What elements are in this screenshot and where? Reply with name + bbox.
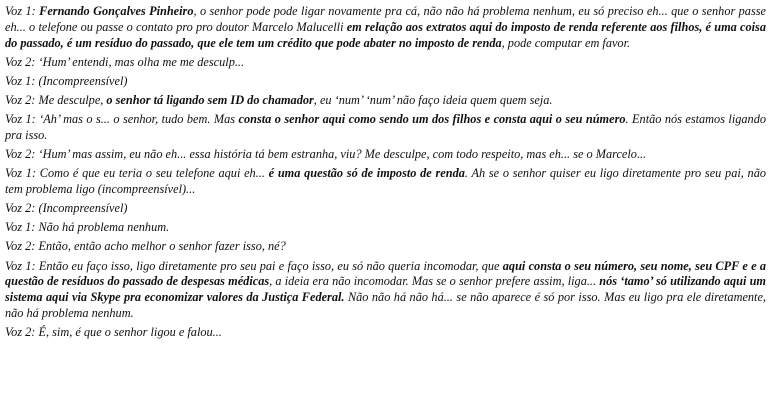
transcript-paragraph [5,74,766,90]
transcript-paragraph [5,55,766,71]
transcript-paragraph [5,259,766,323]
transcript-highlight: o senhor tá ligando sem ID do chamador [106,93,314,108]
transcript-text: , eu ‘num’ ‘num’ não faço ideia quem quem seja. [313,93,553,108]
transcript-text: Voz 2: Então, então acho melhor o senhor fazer isso, né? [5,239,286,254]
transcript-text: Voz 1: ‘Ah’ mas o s... o senhor, tudo bem. Mas [5,112,239,127]
transcript-highlight: é uma questão só de imposto de renda [268,166,465,181]
transcript-highlight: nós ‘tamo’ só utilizando aqui um sistema aqui via Skype pra economizar valores da Justiça Federal. [5,274,766,305]
transcript-paragraph [5,147,766,163]
transcript-text: Não não há não há... se não aparece é só por isso. Mas eu ligo pra ele diretamente, não há problema nenhum. [5,290,767,321]
transcript-text: Voz 2: ‘Hum’ entendi, mas olha me me desculp... [5,54,245,69]
transcript-text: Voz 2: Me desculpe, [5,93,107,108]
transcript-highlight: aqui consta o seu número, seu nome, seu CPF e e a questão de resíduos do passado de despesas médicas [5,258,766,289]
transcript-text: Voz 1: [5,4,40,18]
transcript-text: . Então nós estamos ligando pra isso. [5,112,766,143]
transcript-text: . Ah se o senhor quiser eu ligo diretamente pro seu pai, não tem problema ligo (incompreensível)... [5,166,767,197]
transcript-text: Voz 2: ‘Hum’ mas assim, eu não eh... essa história tá bem estranha, viu? Me desculpe, com todo respeito, mas eh... se o Marcelo... [5,147,647,162]
transcript-text: Voz 2: (Incompreensível) [5,201,128,216]
transcript-highlight: consta o senhor aqui como sendo um dos filhos e consta aqui o seu número [238,112,626,127]
transcript-paragraph [5,4,766,52]
transcript-text: Voz 2: É, sim, é que o senhor ligou e falou... [5,325,222,340]
transcript-paragraph [5,325,766,341]
transcript-highlight: em relação aos extratos aqui do imposto de renda referente aos filhos, é uma coisa do passado, é um resíduo do passado, que ele tem um crédito que pode abater no imposto de renda [5,19,766,50]
transcript-highlight: Fernando Gonçalves Pinheiro [39,4,194,18]
transcript-paragraph [5,239,766,255]
transcript-text: Voz 1: (Incompreensível) [5,74,128,88]
transcript-text: , pode computar em favor. [501,35,631,50]
transcript-text: , a ideia era não incomodar. Mas se o senhor prefere assim, liga... [269,274,600,289]
transcript-text: Voz 1: Não há problema nenhum. [5,220,170,235]
transcript-paragraph [5,93,766,109]
transcript-text: Voz 1: Então eu faço isso, ligo diretamente pro seu pai e faço isso, eu só não queria incomodar, que [5,258,503,273]
transcript-text: , o senhor pode pode ligar novamente pra cá, não não há problema nenhum, eu só preciso eh... que o senhor passe eh... o telefone ou passe o contato pro pro doutor Marcelo Malucelli [5,4,766,34]
transcript-paragraph [5,220,766,236]
transcript-text: Voz 1: Como é que eu teria o seu telefone aqui eh... [5,166,269,181]
transcript-paragraph [5,166,766,198]
transcript-paragraph [5,201,766,217]
transcript-paragraph [5,112,766,144]
